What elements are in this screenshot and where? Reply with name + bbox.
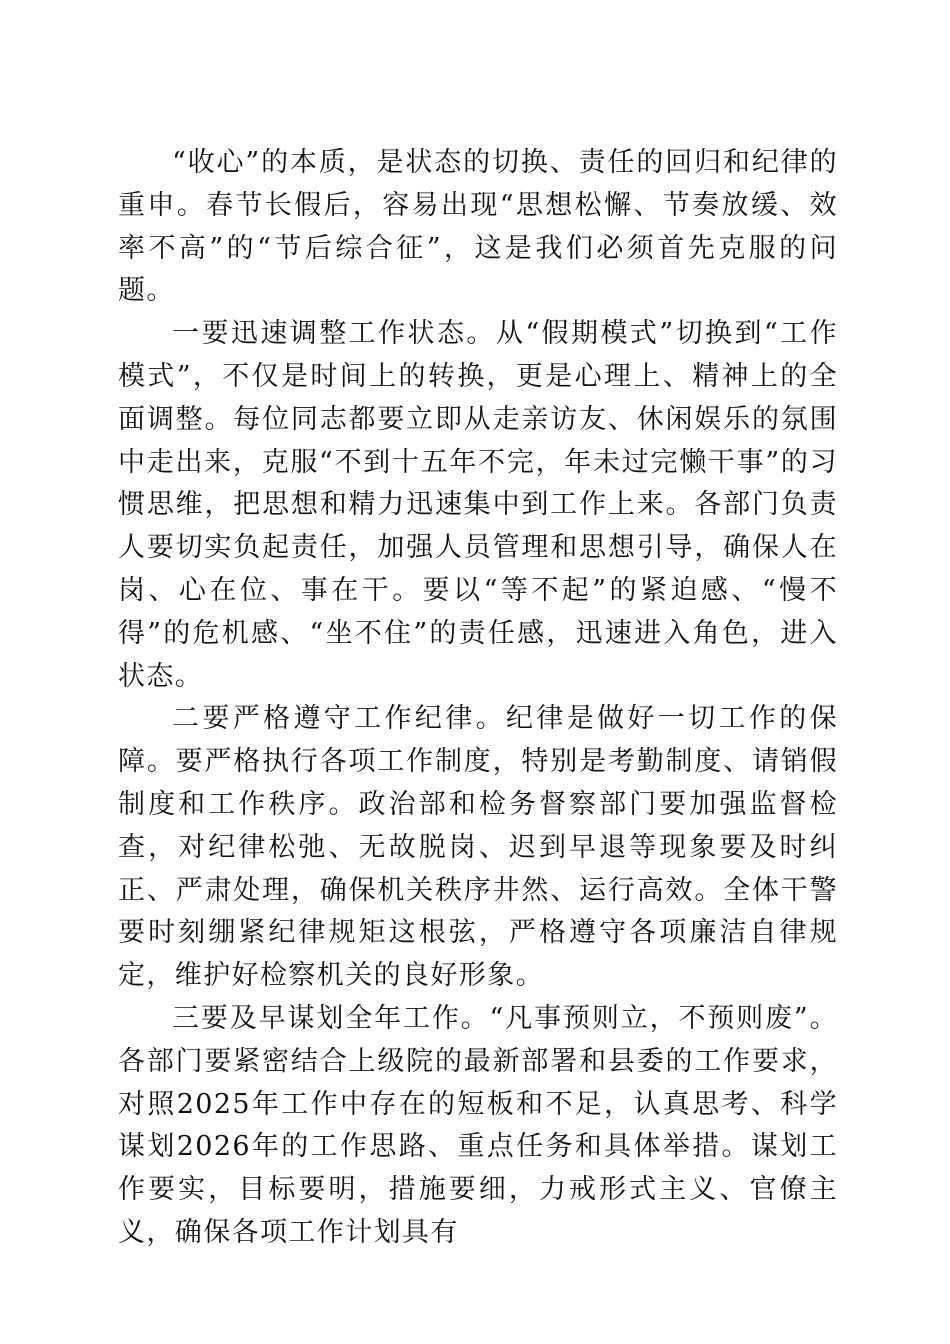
paragraph-point-two: 二要严格遵守工作纪律。纪律是做好一切工作的保障。要严格执行各项工作制度，特别是考勤制度、请销假制度和工作秩序。政治部和检务督察部门要加强监督检查，对纪律松弛、无故脱岗、迟到早退等现象要及时纠正、严肃处理，确保机关秩序井然、运行高效。全体干警要时刻绷紧纪律规矩这根弦，严格遵守各项廉洁自律规定，维护好检察机关的良好形象。 — [118, 703, 838, 992]
document-body — [118, 142, 838, 1255]
paragraph-intro: “收心”的本质，是状态的切换、责任的回归和纪律的重申。春节长假后，容易出现“思想松懈、节奏放缓、效率不高”的“节后综合征”，这是我们必须首先克服的问题。 — [118, 147, 838, 307]
paragraph-point-one: 一要迅速调整工作状态。从“假期模式”切换到“工作模式”，不仅是时间上的转换，更是心理上、精神上的全面调整。每位同志都要立即从走亲访友、休闲娱乐的氛围中走出来，克服“不到十五年不完，年未过完懒干事”的习惯思维，把思想和精力迅速集中到工作上来。各部门负责人要切实负起责任，加强人员管理和思想引导，确保人在岗、心在位、事在干。要以“等不起”的紧迫感、“慢不得”的危机感、“坐不住”的责任感，迅速进入角色，进入状态。 — [118, 318, 838, 692]
paragraph-point-three: 三要及早谋划全年工作。“凡事预则立，不预则废”。各部门要紧密结合上级院的最新部署和县委的工作要求，对照2025年工作中存在的短板和不足，认真思考、科学谋划2026年的工作思路、重点任务和具体举措。谋划工作要实，目标要明，措施要细，力戒形式主义、官僚主义，确保各项工作计划具有 — [118, 1002, 838, 1248]
